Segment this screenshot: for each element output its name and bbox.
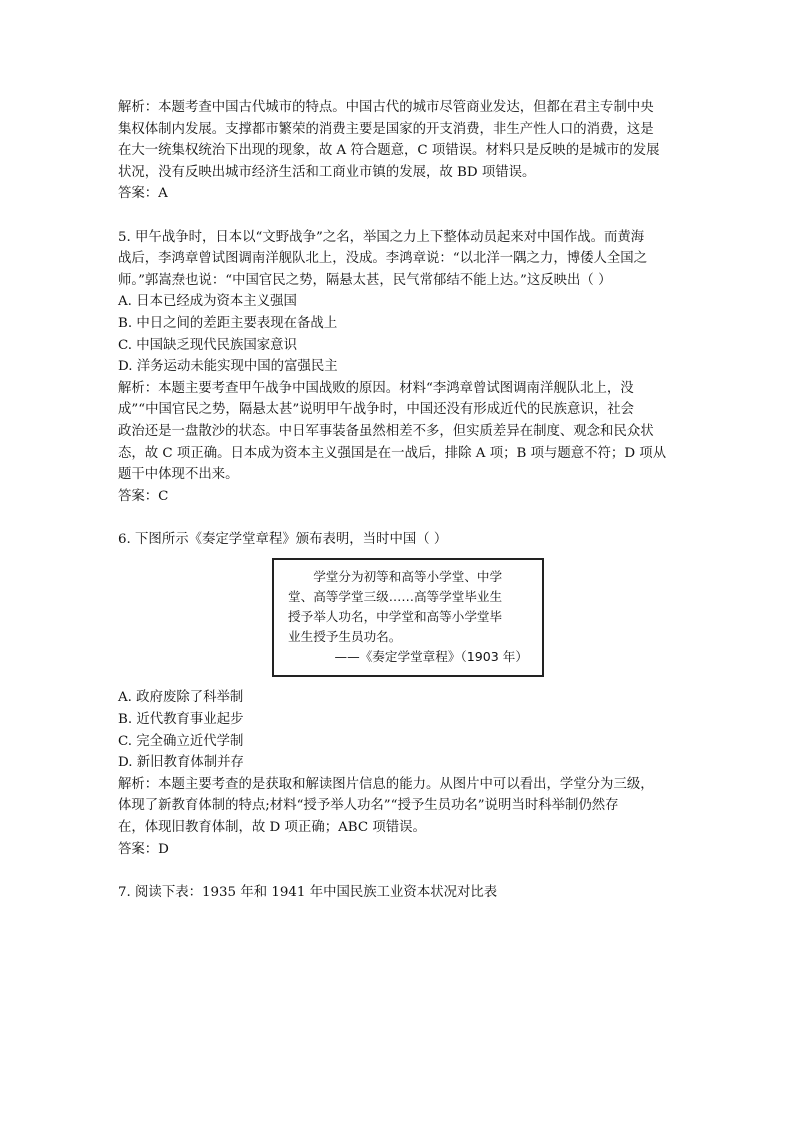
- q7-block: [118, 882, 678, 904]
- q5-option-b: B. 中日之间的差距主要表现在备战上: [118, 315, 338, 331]
- q5-analysis-line: 态，故 C 项正确。日本成为资本主义强国是在一战后，排除 A 项；B 项与题意不符；D 项从: [118, 445, 667, 461]
- q5-block: [118, 227, 678, 508]
- q4-answer: 答案：A: [118, 186, 168, 202]
- q5-stem-line: 战后，李鸿章曾试图调南洋舰队北上，没成。李鸿章说：“以北洋一隅之力，博倭人全国之: [118, 251, 648, 267]
- q5-analysis-line: 解析：本题主要考查甲午战争中国战败的原因。材料“李鸿章曾试图调南洋舰队北上，没: [118, 380, 634, 396]
- q5-stem-line: 师。”郭嵩焘也说：“中国官民之势，隔悬太甚，民气常郁结不能上达。”这反映出（ ）: [118, 272, 612, 288]
- q5-option-c: C. 中国缺乏现代民族国家意识: [118, 337, 297, 353]
- q6-option-b: B. 近代教育事业起步: [118, 712, 244, 728]
- q5-option-a: A. 日本已经成为资本主义强国: [118, 294, 297, 310]
- q6-figure-line: 业生授予生员功名。: [288, 629, 402, 645]
- q6-figure-line: 堂、高等学堂三级……高等学堂毕业生: [288, 589, 503, 605]
- q6-analysis-line: 解析：本题主要考查的是获取和解读图片信息的能力。从图片中可以看出，学堂分为三级，: [118, 776, 654, 792]
- q7-stem: 7. 阅读下表：1935 年和 1941 年中国民族工业资本状况对比表: [118, 884, 498, 900]
- q5-analysis-line: 政治还是一盘散沙的状态。中日军事装备虽然相差不多，但实质差异在制度、观念和民众状: [118, 423, 654, 439]
- spacer: [118, 507, 678, 529]
- q4-analysis-line: 状况，没有反映出城市经济生活和工商业市镇的发展，故 BD 项错误。: [118, 164, 536, 180]
- q4-analysis-line: 在大一统集权统治下出现的现象，故 A 符合题意，C 项错误。材料只是反映的是城市的发展: [118, 143, 660, 159]
- q4-analysis-line: 集权体制内发展。支撑都市繁荣的消费主要是国家的开支消费，非生产性人口的消费，这是: [118, 121, 654, 137]
- q6-figure-line: 学堂分为初等和高等小学堂、中学: [313, 569, 503, 585]
- q6-option-a: A. 政府废除了科举制: [118, 690, 244, 706]
- q6-answer: 答案：D: [118, 841, 169, 857]
- q5-option-d: D. 洋务运动未能实现中国的富强民主: [118, 359, 338, 375]
- q6-figure-line: 授予举人功名，中学堂和高等小学堂毕: [288, 609, 503, 625]
- q4-analysis-line: 解析：本题考查中国古代城市的特点。中国古代的城市尽管商业发达，但都在君主专制中央: [118, 100, 654, 115]
- q6-block: [118, 529, 678, 860]
- q5-stem-line: 5. 甲午战争时，日本以“文野战争”之名，举国之力上下整体动员起来对中国作战。而黄海: [118, 229, 645, 245]
- q6-analysis-line: 体现了新教育体制的特点;材料“授予举人功名”“授予生员功名”说明当时科举制仍然存: [118, 798, 619, 814]
- q6-option-c: C. 完全确立近代学制: [118, 733, 244, 749]
- q5-analysis-line: 题干中体现不出来。: [118, 467, 239, 483]
- q6-analysis-line: 在，体现旧教育体制，故 D 项正确；ABC 项错误。: [118, 820, 426, 836]
- q6-stem: 6. 下图所示《奏定学堂章程》颁布表明，当时中国（ ）: [118, 531, 448, 547]
- document-body: [118, 97, 678, 903]
- spacer: [118, 205, 678, 227]
- q5-answer: 答案：C: [118, 488, 169, 504]
- q6-figure-quote-box: [272, 558, 544, 677]
- q4-block: [118, 97, 678, 205]
- spacer: [118, 860, 678, 882]
- q5-analysis-line: 成”“中国官民之势，隔悬太甚”说明甲午战争时，中国还没有形成近代的民族意识，社会: [118, 402, 634, 418]
- q6-figure-source: ——《奏定学堂章程》（1903 年）: [334, 649, 528, 665]
- q6-option-d: D. 新旧教育体制并存: [118, 755, 244, 771]
